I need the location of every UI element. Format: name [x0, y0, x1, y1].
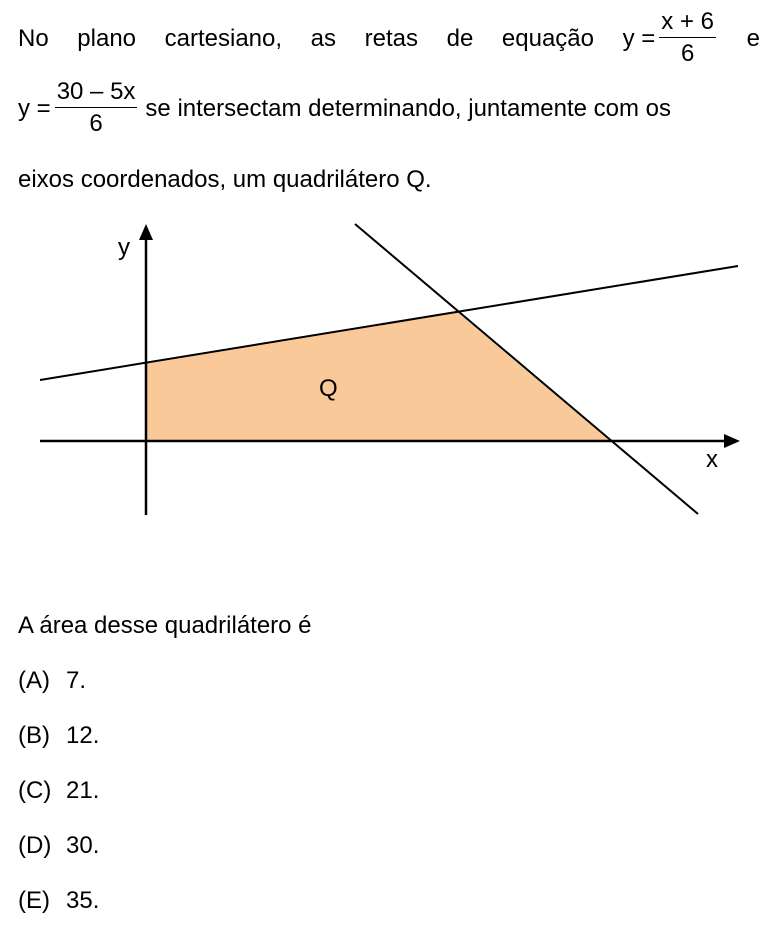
option-letter: (B)	[18, 722, 50, 749]
x-axis-label: x	[706, 446, 718, 473]
option-e[interactable]	[18, 887, 99, 915]
y-axis-arrow	[139, 224, 153, 240]
option-d[interactable]	[18, 832, 99, 860]
equation-1-numerator: x + 6	[659, 8, 716, 38]
word: cartesiano,	[164, 25, 283, 52]
equation-2-fraction	[55, 78, 138, 140]
word: plano	[77, 25, 137, 52]
statement-line-2-text: se intersectam determinando, juntamente com os	[145, 95, 672, 122]
option-value: 12.	[66, 722, 100, 749]
equation-1	[623, 8, 718, 70]
equation-2	[18, 78, 671, 140]
quadrilateral-q	[146, 311, 610, 441]
equation-2-denominator: 6	[89, 110, 103, 137]
option-letter: (E)	[18, 887, 50, 914]
option-value: 21.	[66, 777, 100, 804]
question-text: A área desse quadrilátero é	[18, 612, 312, 639]
statement-line-1	[18, 8, 760, 70]
option-value: 35.	[66, 887, 100, 914]
equation-2-numerator: 30 – 5x	[55, 78, 138, 108]
word: No	[18, 25, 49, 52]
option-value: 7.	[66, 667, 87, 694]
statement-line-3: eixos coordenados, um quadrilátero Q.	[18, 166, 432, 193]
word: retas	[364, 25, 418, 52]
option-a[interactable]	[18, 667, 86, 695]
equation-1-fraction	[659, 8, 716, 70]
option-letter: (A)	[18, 667, 50, 694]
equation-1-lhs: y =	[622, 25, 656, 52]
word: equação	[501, 25, 594, 52]
option-b[interactable]	[18, 722, 99, 750]
word: de	[446, 25, 474, 52]
region-label-q: Q	[319, 375, 338, 402]
equation-1-denominator: 6	[680, 40, 695, 67]
option-value: 30.	[66, 832, 100, 859]
x-axis-arrow	[724, 434, 740, 448]
statement-line-2	[18, 78, 671, 140]
option-letter: (C)	[18, 777, 52, 804]
word: e	[746, 25, 760, 52]
equation-2-lhs: y =	[18, 95, 51, 122]
word: as	[310, 25, 337, 52]
cartesian-figure	[0, 210, 782, 550]
y-axis-label: y	[118, 234, 130, 261]
option-letter: (D)	[18, 832, 52, 859]
option-c[interactable]	[18, 777, 99, 805]
